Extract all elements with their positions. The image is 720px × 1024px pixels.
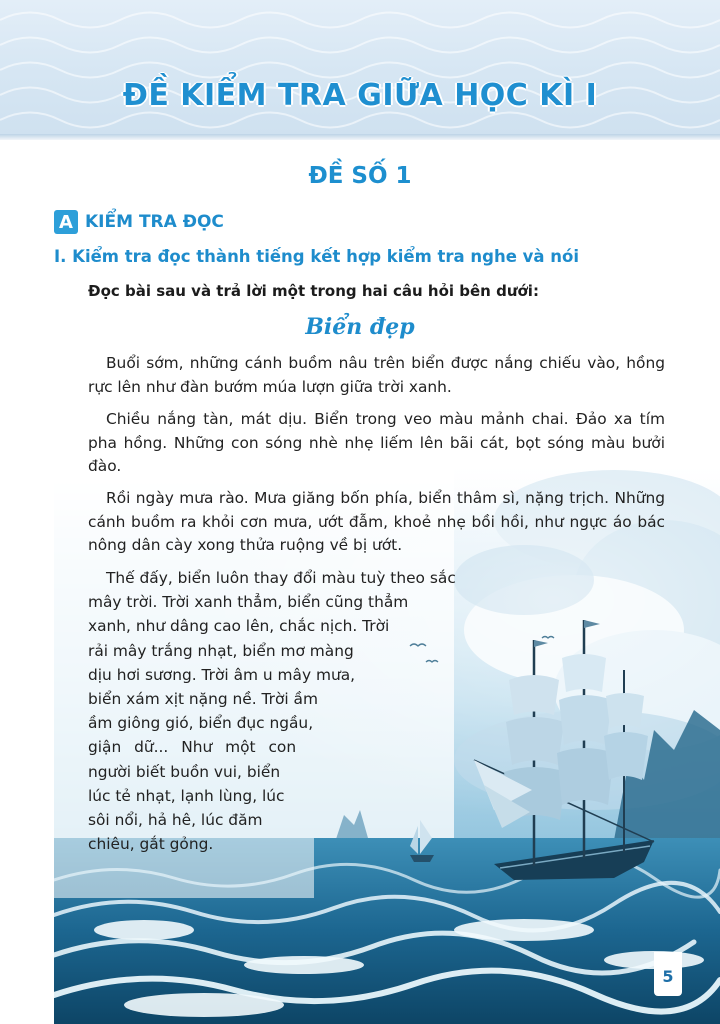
story-line: dịu hơi sương. Trời âm u mây mưa, [88, 665, 356, 684]
section-title: KIỂM TRA ĐỌC [85, 212, 224, 232]
page-title: ĐỀ KIỂM TRA GIỮA HỌC KÌ I [122, 78, 598, 113]
header-wave-pattern [0, 0, 720, 134]
story-line: biển xám xịt nặng nề. Trời ầm [88, 690, 318, 709]
story-line: sôi nổi, hả hê, lúc đăm [88, 811, 263, 830]
story-paragraph: Chiều nắng tàn, mát dịu. Biển trong veo màu mảnh chai. Đảo xa tím pha hồng. Những con sóng nhè nhẹ liếm lên bãi cát, bọt sóng màu bưởi đào. [88, 410, 665, 475]
story-line: Thế đấy, biển luôn thay đổi màu tuỳ theo sắc [106, 569, 456, 587]
exam-number-heading: ĐỀ SỐ 1 [308, 163, 412, 189]
instruction-text: Đọc bài sau và trả lời một trong hai câu hỏi bên dưới: [88, 282, 539, 300]
story-line: rải mây trắng nhạt, biển mơ màng [88, 641, 354, 660]
header-divider [0, 134, 720, 140]
story-line: người biết buồn vui, biển [88, 762, 281, 781]
story-paragraph: Buổi sớm, những cánh buồm nâu trên biển được nắng chiếu vào, hồng rực lên như đàn bướm múa lượn giữa trời xanh. [88, 354, 665, 396]
story-paragraph-last [88, 566, 456, 856]
story-line: lúc tẻ nhạt, lạnh lùng, lúc [88, 786, 285, 805]
page-number: 5 [662, 967, 674, 986]
story-line: xanh, như dâng cao lên, chắc nịch. Trời [88, 617, 390, 636]
header-band [0, 0, 720, 134]
story-line: giận dữ... Như một con [88, 738, 297, 757]
story-title: Biển đẹp [305, 314, 415, 340]
story-paragraph: Rồi ngày mưa rào. Mưa giăng bốn phía, biển thâm sì, nặng trịch. Những cánh buồm ra khỏi cơn mưa, ướt đẫm, khoẻ nhẹ bồi hồi, như ngực áo bác nông dân cày xong thửa ruộng về bị ướt. [88, 489, 665, 554]
section-heading-a [54, 210, 224, 234]
part-title: I. Kiểm tra đọc thành tiếng kết hợp kiểm tra nghe và nói [54, 247, 580, 266]
story-line: ầm giông gió, biển đục ngầu, [88, 714, 314, 733]
story-line: mây trời. Trời xanh thẳm, biển cũng thẳm [88, 593, 409, 612]
section-badge: A [54, 210, 78, 234]
story-line: chiêu, gắt gỏng. [88, 835, 214, 854]
